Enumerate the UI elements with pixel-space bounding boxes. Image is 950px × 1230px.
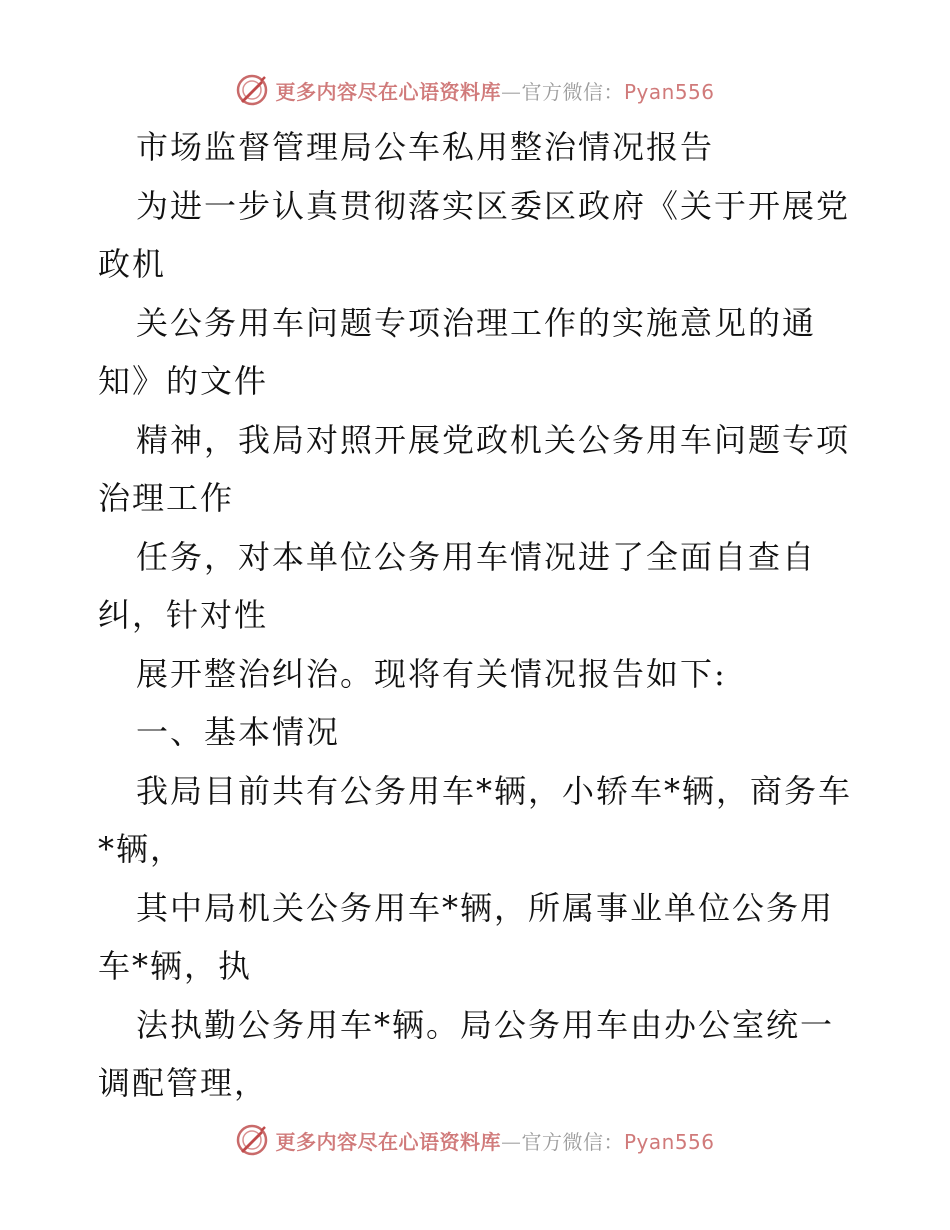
watermark-dash: — [500,1129,522,1154]
watermark-wechat-label: 官方微信： [521,1129,624,1154]
paragraph-line: 车*辆，执 [98,947,253,985]
paragraph-line: 我局目前共有公务用车*辆，小轿车*辆，商务车 [136,771,853,810]
document-body [98,118,858,1113]
watermark-wechat-label: 官方微信： [521,79,624,104]
watermark-wechat-id: Pyan556 [623,1129,715,1154]
paragraph-line: 为进一步认真贯彻落实区委区政府《关于开展党 [136,186,851,225]
paragraph-line: *辆， [98,830,185,868]
watermark-wechat-id: Pyan556 [623,79,715,104]
watermark-site-text: 更多内容尽在心语资料库 [275,79,501,104]
document-title: 市场监督管理局公车私用整治情况报告 [136,128,715,166]
watermark-text [275,1126,714,1155]
paragraph-line: 精神，我局对照开展党政机关公务用车问题专项 [136,420,851,459]
paragraph-line: 治理工作 [98,479,235,517]
paragraph-line: 法执勤公务用车*辆。局公务用车由办公室统一 [136,1005,835,1044]
watermark-site-text: 更多内容尽在心语资料库 [275,1129,501,1154]
pen-logo-icon [235,1123,269,1157]
watermark-text [275,76,714,105]
paragraph-line: 关公务用车问题专项治理工作的实施意见的通 [136,303,817,342]
paragraph-line: 知》的文件 [98,362,269,400]
paragraph-line: 调配管理， [98,1064,269,1102]
paragraph-line: 展开整治纠治。现将有关情况报告如下: [136,654,727,693]
paragraph-line: 一、基本情况 [136,713,341,751]
pen-logo-icon [235,73,269,107]
paragraph-line: 任务，对本单位公务用车情况进了全面自查自 [136,537,817,576]
paragraph-line: 政机 [98,245,167,283]
paragraph-line: 纠，针对性 [98,596,269,634]
header-watermark [0,70,950,110]
paragraph-line: 其中局机关公务用车*辆，所属事业单位公务用 [136,888,835,927]
watermark-dash: — [500,79,522,104]
footer-watermark [0,1120,950,1160]
